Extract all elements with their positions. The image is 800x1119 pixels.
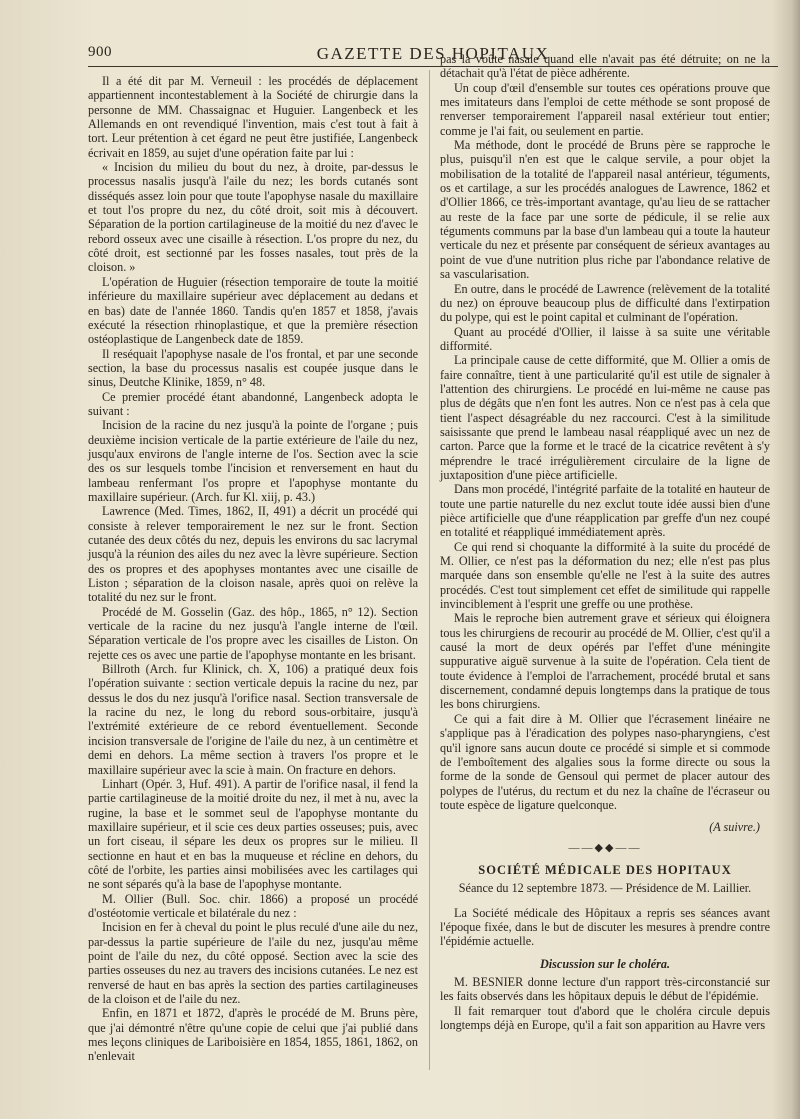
paragraph: Ce qui a fait dire à M. Ollier que l'écrasement linéaire ne s'applique pas à l'éradication des polypes naso-pharyngiens, c'est qu'il ignore sans aucun doute ce procédé si simple et si commode de l'emboîtement des algalies sous la forme directe ou sous la forme de la sonde de Gensoul qui permet de placer autour des polypes de l'utérus, du rectum et du nez la chaîne de l'écraseur ou toute espèce de ligature quelconque. — [440, 711, 770, 812]
society-title: SOCIÉTÉ MÉDICALE DES HOPITAUX — [478, 862, 732, 877]
paragraph: Lawrence (Med. Times, 1862, II, 491) a décrit un procédé qui consiste à relever temporairement le nez sur le front. Section cutanée des deux côtés du nez, depuis les environs du sac lacrymal jusqu'à la réunion des ailes du nez avec la lèvre supérieure. Section des os propres et des apophyses montantes avec une cisaille de Liston ; séparation de la cloison nasale, après quoi on relève la totalité du nez sur le front. — [88, 504, 418, 605]
paragraph: La principale cause de cette difformité, que M. Ollier a omis de faire connaître, tient à une particularité qu'il est utile de signaler à l'attention des chirurgiens. Le procédé en lui-même ne cause pas plus de dégâts que n'en font les autres. Non ce n'est pas à cela que tient l'aspect désagréable du nez raccourci. C'est à la similitude saisissante que prend le lambeau nasal réappliqué avec un nez de carton. Parce que la forme et le tracé de la cicatrice revêtent à s'y méprendre le tracé irrégulièrement circulaire de la ligne de juxtaposition d'une pièce artificielle. — [440, 353, 770, 482]
paragraph: Incision en fer à cheval du point le plus reculé d'une aile du nez, par-dessus la partie supérieure de l'aile du nez, jusqu'au même point de l'aile du nez, du côté opposé. Section avec la scie des parties osseuses du nez au travers des incisions cutanées. Le nez est renversé de haut en bas après la section des parties cartilagineuses de la cloison et de l'aile du nez. — [88, 920, 418, 1006]
paragraph: Linhart (Opér. 3, Huf. 491). A partir de l'orifice nasal, il fend la partie cartilagineuse de la moitié droite du nez, il met à nu, avec la rugine, la base et le sommet seul de l'apophyse montante du maxillaire supérieur, et il scie ces deux parties osseuses; puis, avec un fort ciseau, il sépare les deux os propres sur le milieu. Il sectionne en haut et en bas la muqueuse et récline en dehors, du côté de l'orbite, les parties ainsi mobilisées avec les cartilages qui ne sont séparés qu'à la base de l'apophyse montante. — [88, 776, 418, 892]
left-column — [88, 74, 418, 1064]
paragraph: « Incision du milieu du bout du nez, à droite, par-dessus le processus nasalis jusqu'à l'aile du nez; les bords cutanés sont disséqués assez loin pour que toute l'apophyse nasale du maxillaire et tout l'os propre du nez, du côté droit, soit mis à découvert. Séparation de la portion cartilagineuse de la moitié du nez d'avec le rebord osseux avec une cisaille à résection. L'os propre du nez, du côté droit, est sectionné par les fosses nasales, tout près de la cloison. » — [88, 160, 418, 275]
paragraph: pas la voûte nasale quand elle n'avait pas été détruite; on ne la détachait qu'à l'état de pièce adhérente. — [440, 52, 770, 81]
section-ornament: ——◆◆—— — [568, 841, 642, 854]
paragraph: Il reséquait l'apophyse nasale de l'os frontal, et par une seconde section, la base du processus nasalis est coupée jusque dans le sinus, Deutche Klinike, 1859, n° 48. — [88, 346, 418, 390]
paragraph: Billroth (Arch. fur Klinick, ch. X, 106) a pratiqué deux fois l'opération suivante : section verticale depuis la racine du nez, par dessus le dos du nez jusqu'à l'orifice nasal. Section transversale de la racine du nez, le long du rebord sous-orbitaire, jusqu'à l'extrémité extérieure de ce rebord éventuellement. Seconde incision transversale de l'origine de l'aile du nez, à un centimètre et demi en dehors. La même section à travers l'os propre et le maxillaire supérieur avec la scie à main. On fracture en dehors. — [88, 662, 418, 777]
paragraph: Un coup d'œil d'ensemble sur toutes ces opérations prouve que mes imitateurs dans l'emploi de cette méthode se sont proposé de renverser temporairement l'appareil nasal extérieur tout entier; comme je l'ai fait, ou seulement en partie. — [440, 80, 770, 138]
right-column — [440, 52, 770, 1032]
paragraph: L'opération de Huguier (résection temporaire de toute la moitié inférieure du maxillaire supérieur avec déplacement au dedans et en bas) date de l'année 1860. Tandis qu'en 1857 et 1858, j'avais exécuté la résection rhinoplastique, et que la première résection ostéoplastique de Langenbeck date de 1859. — [88, 274, 418, 347]
paragraph: Dans mon procédé, l'intégrité parfaite de la totalité en hauteur de toute une partie naturelle du nez exclut toute idée aussi bien d'une pièce artificielle que d'une réapplication par greffe d'un nez coupé en totalité et réappliqué immédiatement après. — [440, 482, 770, 540]
paragraph: Mais le reproche bien autrement grave et sérieux qui éloignera tous les chirurgiens de recourir au procédé de M. Ollier, c'est qu'il a causé la mort de deux opérés par l'effet d'une méningite suppurative aiguë survenue à la suite de l'opération. Cela tient de toute évidence à l'emploi de l'arrachement, procédé brutal et sans discernement, condamné depuis longtemps dans la pratique de tous les bons chirurgiens. — [440, 611, 770, 712]
paragraph: Enfin, en 1871 et 1872, d'après le procédé de M. Bruns père, que j'ai démontré n'être qu'une copie de celui que j'ai publié dans mes leçons cliniques de Lariboisière en 1854, 1855, 1861, 1862, on n'enlevait — [88, 1006, 418, 1064]
paragraph: Il a été dit par M. Verneuil : les procédés de déplacement appartiennent incontestablement à la Société de chirurgie dans la personne de MM. Chassaignac et Huguier. Langenbeck et les Allemands en ont revendiqué l'invention, mais c'est tout à fait à tort. Leur prétention à cet égard ne peut être justifiée, Langenbeck écrivait en 1859, au sujet d'une opération faite par lui : — [88, 74, 418, 160]
paragraph: Quant au procédé d'Ollier, il laisse à sa suite une véritable difformité. — [440, 324, 770, 353]
column-divider — [429, 70, 430, 1070]
paragraph: Incision de la racine du nez jusqu'à la pointe de l'organe ; puis deuxième incision verticale de la partie extérieure de l'aile du nez, jusqu'aux environs de l'angle interne de l'os. Section avec la scie des os sur lesquels tombe l'incision et renversement en haut du lambeau renfermant l'os propre et l'apophyse montante du maxillaire supérieur. (Arch. fur Kl. xiij, p. 43.) — [88, 418, 418, 504]
paragraph: Ce premier procédé étant abandonné, Langenbeck adopta le suivant : — [88, 389, 418, 418]
paragraph: Procédé de M. Gosselin (Gaz. des hôp., 1865, n° 12). Section verticale de la racine du nez jusqu'à l'angle interne de l'œil. Séparation verticale de l'os propre avec les cisailles de Liston. On rejette ces os avec une partie de l'apophyse montante en les brisant. — [88, 604, 418, 662]
paragraph: Il fait remarquer tout d'abord que le choléra circule depuis longtemps déjà en Europe, qu'il a fait son apparition au Havre vers — [440, 1003, 770, 1032]
paragraph: M. Ollier (Bull. Soc. chir. 1866) a proposé un procédé d'ostéotomie verticale et bilatérale du nez : — [88, 891, 418, 920]
paragraph: La Société médicale des Hôpitaux a repris ses séances avant l'époque fixée, dans le but de discuter les mesures à prendre contre l'épidémie actuelle. — [440, 905, 770, 949]
page-number: 900 — [88, 44, 112, 60]
paragraph: Ce qui rend si choquante la difformité à la suite du procédé de M. Ollier, ce n'est pas la déformation du nez; elle n'est pas plus marquée dans son ensemble qu'elle ne l'est à la suite des autres procédés. C'est tout simplement cet effet de similitude qui rappelle invinciblement à l'esprit une greffe ou une prothèse. — [440, 539, 770, 612]
paragraph: En outre, dans le procédé de Lawrence (relèvement de la totalité du nez) on éprouve beaucoup plus de difficulté dans l'extirpation du polype, qui est le point capital et culminant de l'opération. — [440, 281, 770, 325]
journal-title: GAZETTE DES HOPITAUX — [316, 44, 550, 63]
to-be-continued: (A suivre.) — [709, 820, 760, 835]
session-line: Séance du 12 septembre 1873. — Présidence de M. Laillier. — [458, 881, 752, 896]
subheading: Discussion sur le choléra. — [539, 956, 671, 971]
paragraph: Ma méthode, dont le procédé de Bruns père se rapproche le plus, puisqu'il n'en est que le calque servile, a pour objet la mobilisation de la totalité de l'appareil nasal antérieur, téguments, os et cartilage, a sur les procédés analogues de Lawrence, 1862 et d'Ollier 1866, ce très-important avantage, qu'au lieu de se rattacher au reste de la face par une sorte de pédicule, il se relie aux téguments communs par la base d'un lambeau qui a toute la hauteur verticale du nez et présente par conséquent de sérieux avantages au point de vue d'une nutrition plus riche par l'abondance relative de sa vascularisation. — [440, 138, 770, 282]
paragraph: M. BESNIER donne lecture d'un rapport très-circonstancié sur les faits observés dans les hôpitaux depuis le début de l'épidémie. — [440, 974, 770, 1004]
page-edge-shadow — [772, 0, 800, 1119]
